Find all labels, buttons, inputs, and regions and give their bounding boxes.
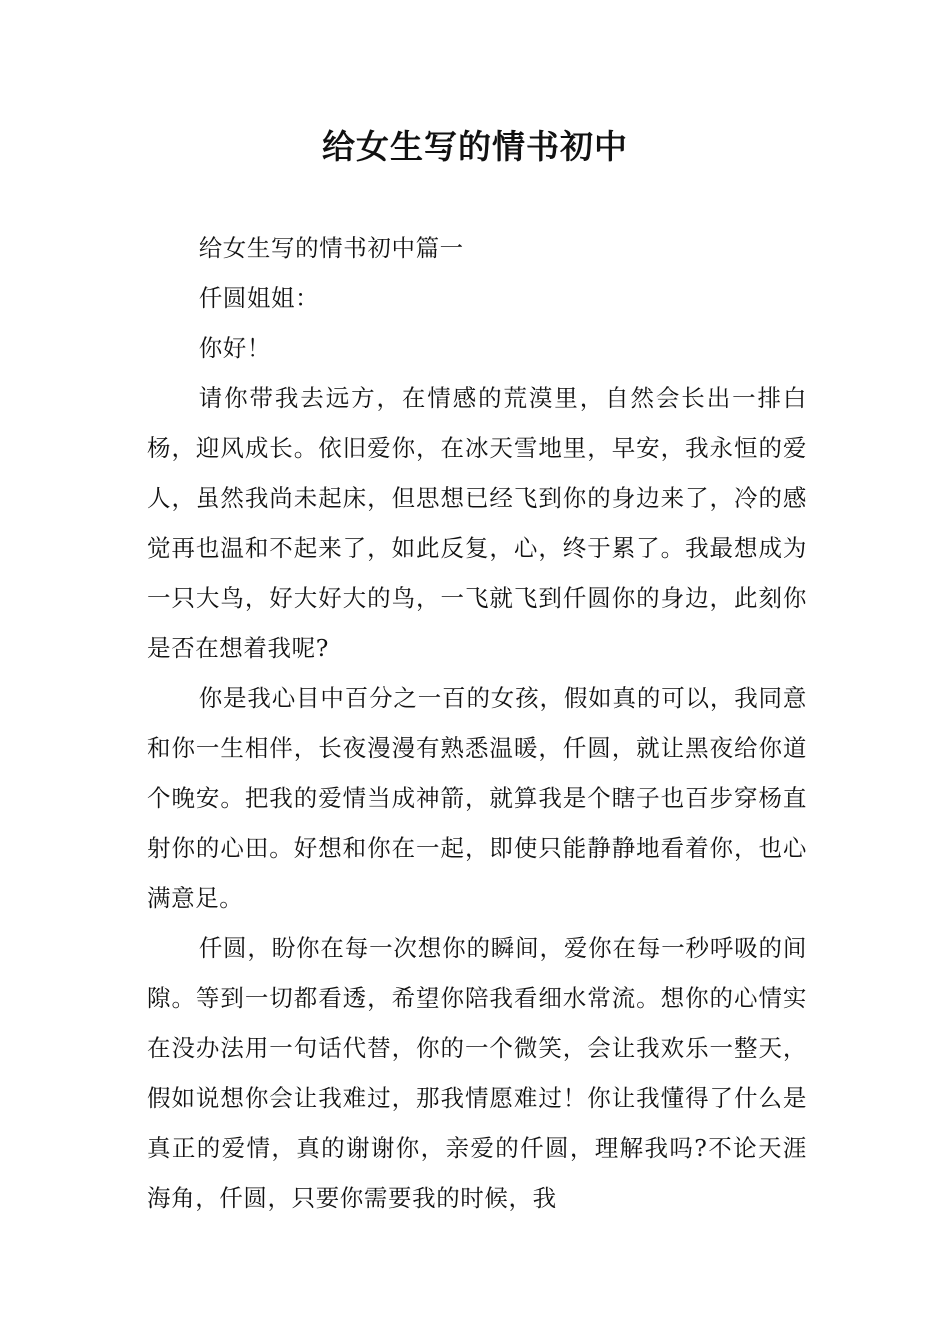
body-paragraph: 仟圆，盼你在每一次想你的瞬间，爱你在每一秒呼吸的间隙。等到一切都看透，希望你陪我看细水常流。想你的心情实在没办法用一句话代替，你的一个微笑，会让我欢乐一整天，假如说想你会让我难过，那我情愿难过！你让我懂得了什么是真正的爱情，真的谢谢你，亲爱的仟圆，理解我吗?不论天涯海角，仟圆，只要你需要我的时候，我 — [147, 934, 807, 1212]
document-title: 给女生写的情书初中 — [322, 127, 628, 166]
salutation: 仟圆姐姐： — [198, 284, 320, 312]
section-heading: 给女生写的情书初中篇一 — [198, 234, 464, 262]
body-paragraph: 你是我心目中百分之一百的女孩，假如真的可以，我同意和你一生相伴，长夜漫漫有熟悉温暖，仟圆，就让黑夜给你道个晚安。把我的爱情当成神箭，就算我是个瞎子也百步穿杨直射你的心田。好想和你在一起，即使只能静静地看着你，也心满意足。 — [147, 684, 807, 912]
body-paragraph: 请你带我去远方，在情感的荒漠里，自然会长出一排白杨，迎风成长。依旧爱你，在冰天雪地里，早安，我永恒的爱人，虽然我尚未起床，但思想已经飞到你的身边来了，冷的感觉再也温和不起来了，如此反复，心，终于累了。我最想成为一只大鸟，好大好大的鸟，一飞就飞到仟圆你的身边，此刻你是否在想着我呢? — [147, 384, 807, 662]
greeting: 你好！ — [198, 334, 271, 362]
document-body — [147, 223, 807, 1223]
